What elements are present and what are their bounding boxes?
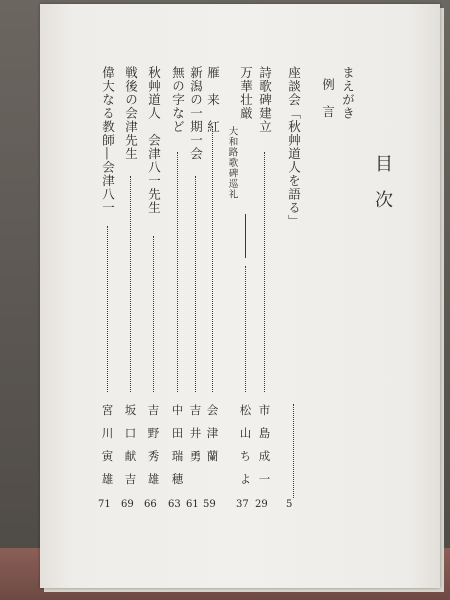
leader-dots bbox=[177, 152, 178, 392]
toc-entry-title: 新潟の一期一会 bbox=[188, 66, 204, 161]
toc-author: 松 山 ち よ bbox=[238, 404, 253, 485]
toc-page-number: 29 bbox=[255, 499, 268, 510]
toc-entry-title: 例 言 bbox=[320, 78, 336, 119]
toc-author: 吉 野 秀 雄 bbox=[146, 404, 161, 485]
toc-entry-title: 無の字など bbox=[170, 66, 186, 134]
toc-entry-title: 戦後の会津先生 bbox=[123, 66, 139, 161]
toc-entry-title: まえがき bbox=[340, 66, 356, 120]
toc-entry-title: 万華壮厳 bbox=[238, 66, 254, 120]
toc-page-number: 66 bbox=[144, 499, 157, 510]
toc-page-number: 63 bbox=[168, 499, 181, 510]
leader-dots bbox=[107, 226, 108, 392]
toc-page-number: 5 bbox=[286, 499, 293, 510]
toc-author: 坂 口 献 吉 bbox=[123, 404, 138, 485]
toc-page-number: 61 bbox=[186, 499, 199, 510]
leader-dots bbox=[153, 236, 154, 392]
toc-page-number: 71 bbox=[98, 499, 111, 510]
toc-entry-title: 雁 来 紅 bbox=[205, 66, 221, 134]
toc-entry-subtitle: 大和路歌碑巡礼 bbox=[226, 126, 238, 200]
toc-page-number: 37 bbox=[236, 499, 249, 510]
leader-dots bbox=[195, 176, 196, 392]
leader-dots bbox=[293, 404, 294, 498]
leader-dots bbox=[264, 152, 265, 392]
toc-entry-title: 座談会「秋艸道人を語る」 bbox=[286, 66, 302, 228]
dash-line bbox=[245, 214, 246, 258]
toc-page-number: 59 bbox=[203, 499, 216, 510]
toc-author: 会 津 蘭 bbox=[205, 404, 220, 462]
toc-entry-title: 偉大なる教師―会津八一 bbox=[100, 66, 116, 215]
toc-entry-title: 詩歌碑建立 bbox=[257, 66, 273, 134]
toc-entry-title: 秋艸道人 会津八一先生 bbox=[146, 66, 162, 215]
toc-author: 中 田 瑞 穂 bbox=[170, 404, 185, 485]
book-page bbox=[40, 4, 440, 588]
toc-author: 宮 川 寅 雄 bbox=[100, 404, 115, 485]
toc-author: 市 島 成 一 bbox=[257, 404, 272, 485]
leader-dots bbox=[130, 176, 131, 392]
leader-dots bbox=[212, 126, 213, 392]
toc-heading: 目 次 bbox=[372, 154, 393, 208]
toc-author: 吉 井 勇 bbox=[188, 404, 203, 462]
toc-page-number: 69 bbox=[121, 499, 134, 510]
leader-dots bbox=[245, 266, 246, 392]
bleed-through bbox=[392, 64, 409, 77]
